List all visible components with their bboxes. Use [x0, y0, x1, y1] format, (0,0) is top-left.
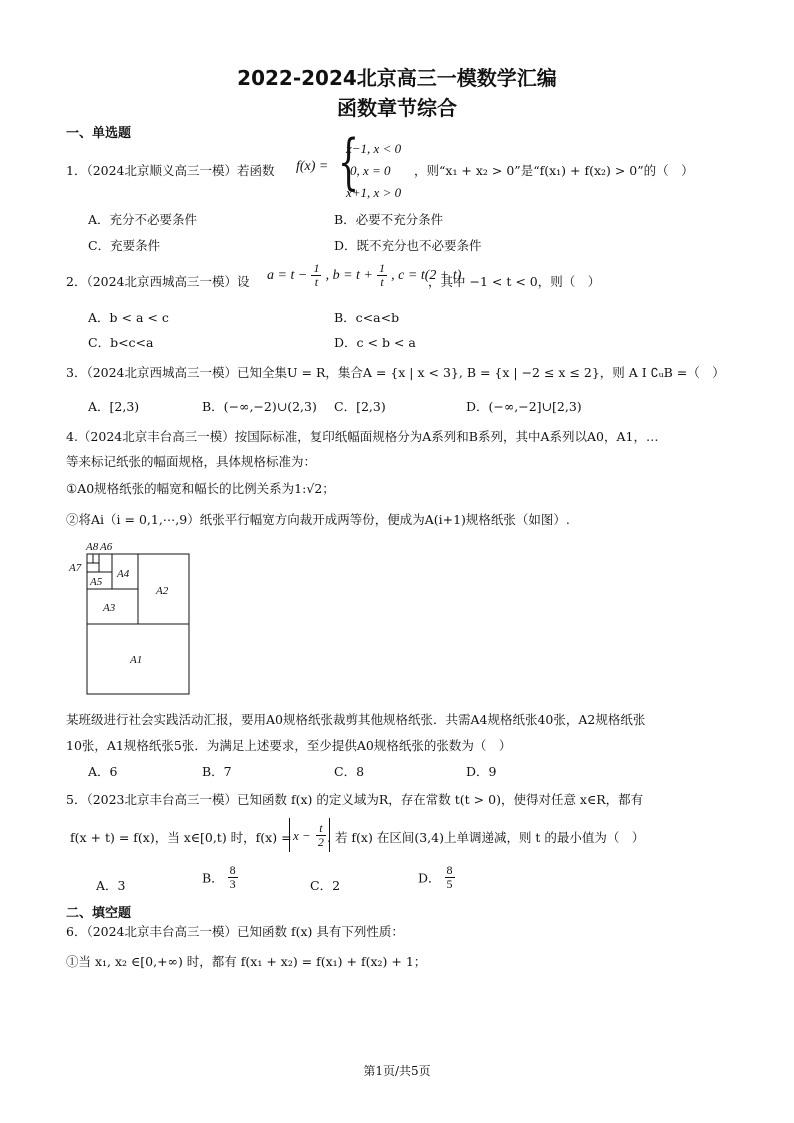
paper-size-diagram [68, 537, 198, 699]
label-a3: A3 [103, 602, 116, 614]
q5-absolute-value [289, 818, 330, 852]
q5-option-d-den: 5 [446, 877, 453, 891]
label-a2: A2 [156, 585, 169, 597]
q5-fraction [316, 822, 326, 849]
q5-option-b-prefix: B． [202, 870, 224, 886]
page-title: 2022-2024北京高三一模数学汇编 [237, 66, 557, 90]
q1-suffix: ，则“x₁ + x₂ > 0”是“f(x₁) + f(x₂) > 0”的（ ） [414, 163, 694, 178]
q5-line-2-start: f(x + t) = f(x)，当 x∈[0,t) 时，f(x) = [70, 830, 292, 845]
q2-option-b: B．c<a<b [334, 310, 400, 325]
section-heading-fill-in: 二、填空题 [66, 906, 132, 921]
q1-option-c: C．充要条件 [88, 238, 161, 253]
q2-fraction-1-den: t [314, 275, 319, 289]
q5-line-2-end: . 若 f(x) 在区间(3,4)上单调递减，则 t 的最小值为（ ） [327, 830, 645, 845]
q2-suffix: ，其中 −1 < t < 0，则（ ） [428, 274, 601, 289]
q2-fraction-2-den: t [380, 275, 384, 289]
q6-line-1: 6．（2024北京丰台高三一模）已知函数 f(x) 具有下列性质： [66, 924, 404, 939]
q4-line-2: 等来标记纸张的幅面规格，具体规格标准为： [66, 454, 317, 469]
q3-option-b: B．(−∞,−2)∪(2,3) [202, 399, 317, 414]
page-number: 第1页/共5页 [363, 1064, 431, 1078]
q3-option-a: A．[2,3) [88, 399, 140, 414]
section-heading-single-choice: 一、单选题 [66, 126, 132, 141]
q5-option-c: C．2 [310, 878, 341, 893]
q2-prefix: 2．（2024北京西城高三一模）设 [66, 274, 250, 289]
q3-text: 3．（2024北京西城高三一模）已知全集U = R，集合A = {x | x < 3}, B = {x | −2 ≤ x ≤ 2}，则 A I ∁ᵤB =（ ） [66, 365, 725, 380]
q1-brace: { [338, 127, 360, 197]
q1-function-name: f(x) = [296, 159, 329, 174]
q5-fraction-den: 2 [317, 835, 324, 849]
label-a7: A7 [69, 562, 82, 574]
q3-option-d: D．(−∞,−2]∪[2,3) [466, 399, 582, 414]
q1-option-d: D．既不充分也不必要条件 [334, 238, 482, 253]
label-a6: A6 [100, 541, 113, 553]
q4-option-a: A．6 [88, 764, 118, 779]
label-a4: A4 [117, 568, 130, 580]
label-a1: A1 [130, 654, 143, 666]
label-a5: A5 [90, 576, 103, 588]
q2-option-a: A．b < a < c [88, 310, 169, 325]
q5-option-b-num: 8 [229, 863, 236, 877]
q5-option-a: A．3 [96, 878, 126, 893]
q4-rule-1: ①A0规格纸张的幅宽和幅长的比例关系为1:√2； [66, 481, 335, 496]
q4-paragraph-2: 10张，A1规格纸张5张．为满足上述要求，至少提供A0规格纸张的张数为（ ） [66, 738, 512, 753]
q2-c-expr: , c = t(2 + t) [391, 268, 462, 283]
q2-a-expr: a = t − [267, 268, 308, 283]
q4-option-c: C．8 [334, 764, 365, 779]
page-subtitle: 函数章节综合 [337, 96, 457, 120]
q4-rule-2: ②将Ai（i = 0,1,⋯,9）纸张平行幅宽方向裁开成两等份，便成为A(i+1)规格纸张（如图）. [66, 512, 570, 527]
q5-option-d-num: 8 [446, 863, 453, 877]
q5-option-d-fraction [445, 864, 455, 891]
q4-option-b: B．7 [202, 764, 232, 779]
q1-piecewise [346, 138, 401, 204]
q4-option-d: D．9 [466, 764, 497, 779]
q2-fraction-1 [311, 262, 321, 289]
q5-option-d [418, 864, 455, 891]
q5-abs-left: x − [293, 828, 311, 843]
q2-fraction-1-num: 1 [313, 261, 320, 275]
q5-line-1: 5．（2023北京丰台高三一模）已知函数 f(x) 的定义域为R，存在常数 t(t > 0)，使得对任意 x∈R，都有 [66, 792, 644, 807]
q5-option-d-prefix: D． [418, 870, 441, 886]
q2-fraction-2-num: 1 [379, 261, 386, 275]
q5-fraction-num: t [316, 822, 326, 836]
q4-line-1: 4.（2024北京丰台高三一模）按国际标准，复印纸幅面规格分为A系列和B系列，其中A系列以A0，A1，… [66, 429, 659, 444]
q1-case-3: x+1, x > 0 [346, 185, 402, 200]
label-a8: A8 [86, 541, 99, 553]
q6-line-2: ①当 x₁, x₂ ∈[0,+∞) 时，都有 f(x₁ + x₂) = f(x₁) + f(x₂) + 1； [66, 954, 427, 969]
q4-paragraph-1: 某班级进行社会实践活动汇报，要用A0规格纸张裁剪其他规格纸张．共需A4规格纸张40张，A2规格纸张 [66, 712, 646, 727]
q1-prefix: 1．（2024北京顺义高三一模）若函数 [66, 163, 275, 178]
q1-option-a: A．充分不必要条件 [88, 212, 198, 227]
q2-option-d: D．c < b < a [334, 335, 416, 350]
q1-case-2: 0, x = 0 [350, 163, 391, 178]
q1-case-1: x−1, x < 0 [346, 141, 402, 156]
q2-option-c: C．b<c<a [88, 335, 154, 350]
q2-fraction-2 [377, 262, 387, 289]
q3-option-c: C．[2,3) [334, 399, 386, 414]
q1-option-b: B．必要不充分条件 [334, 212, 444, 227]
q5-option-b-fraction [228, 864, 238, 891]
q5-option-b-den: 3 [229, 877, 236, 891]
q2-b-expr: , b = t + [325, 268, 373, 283]
q5-option-b [202, 864, 238, 891]
